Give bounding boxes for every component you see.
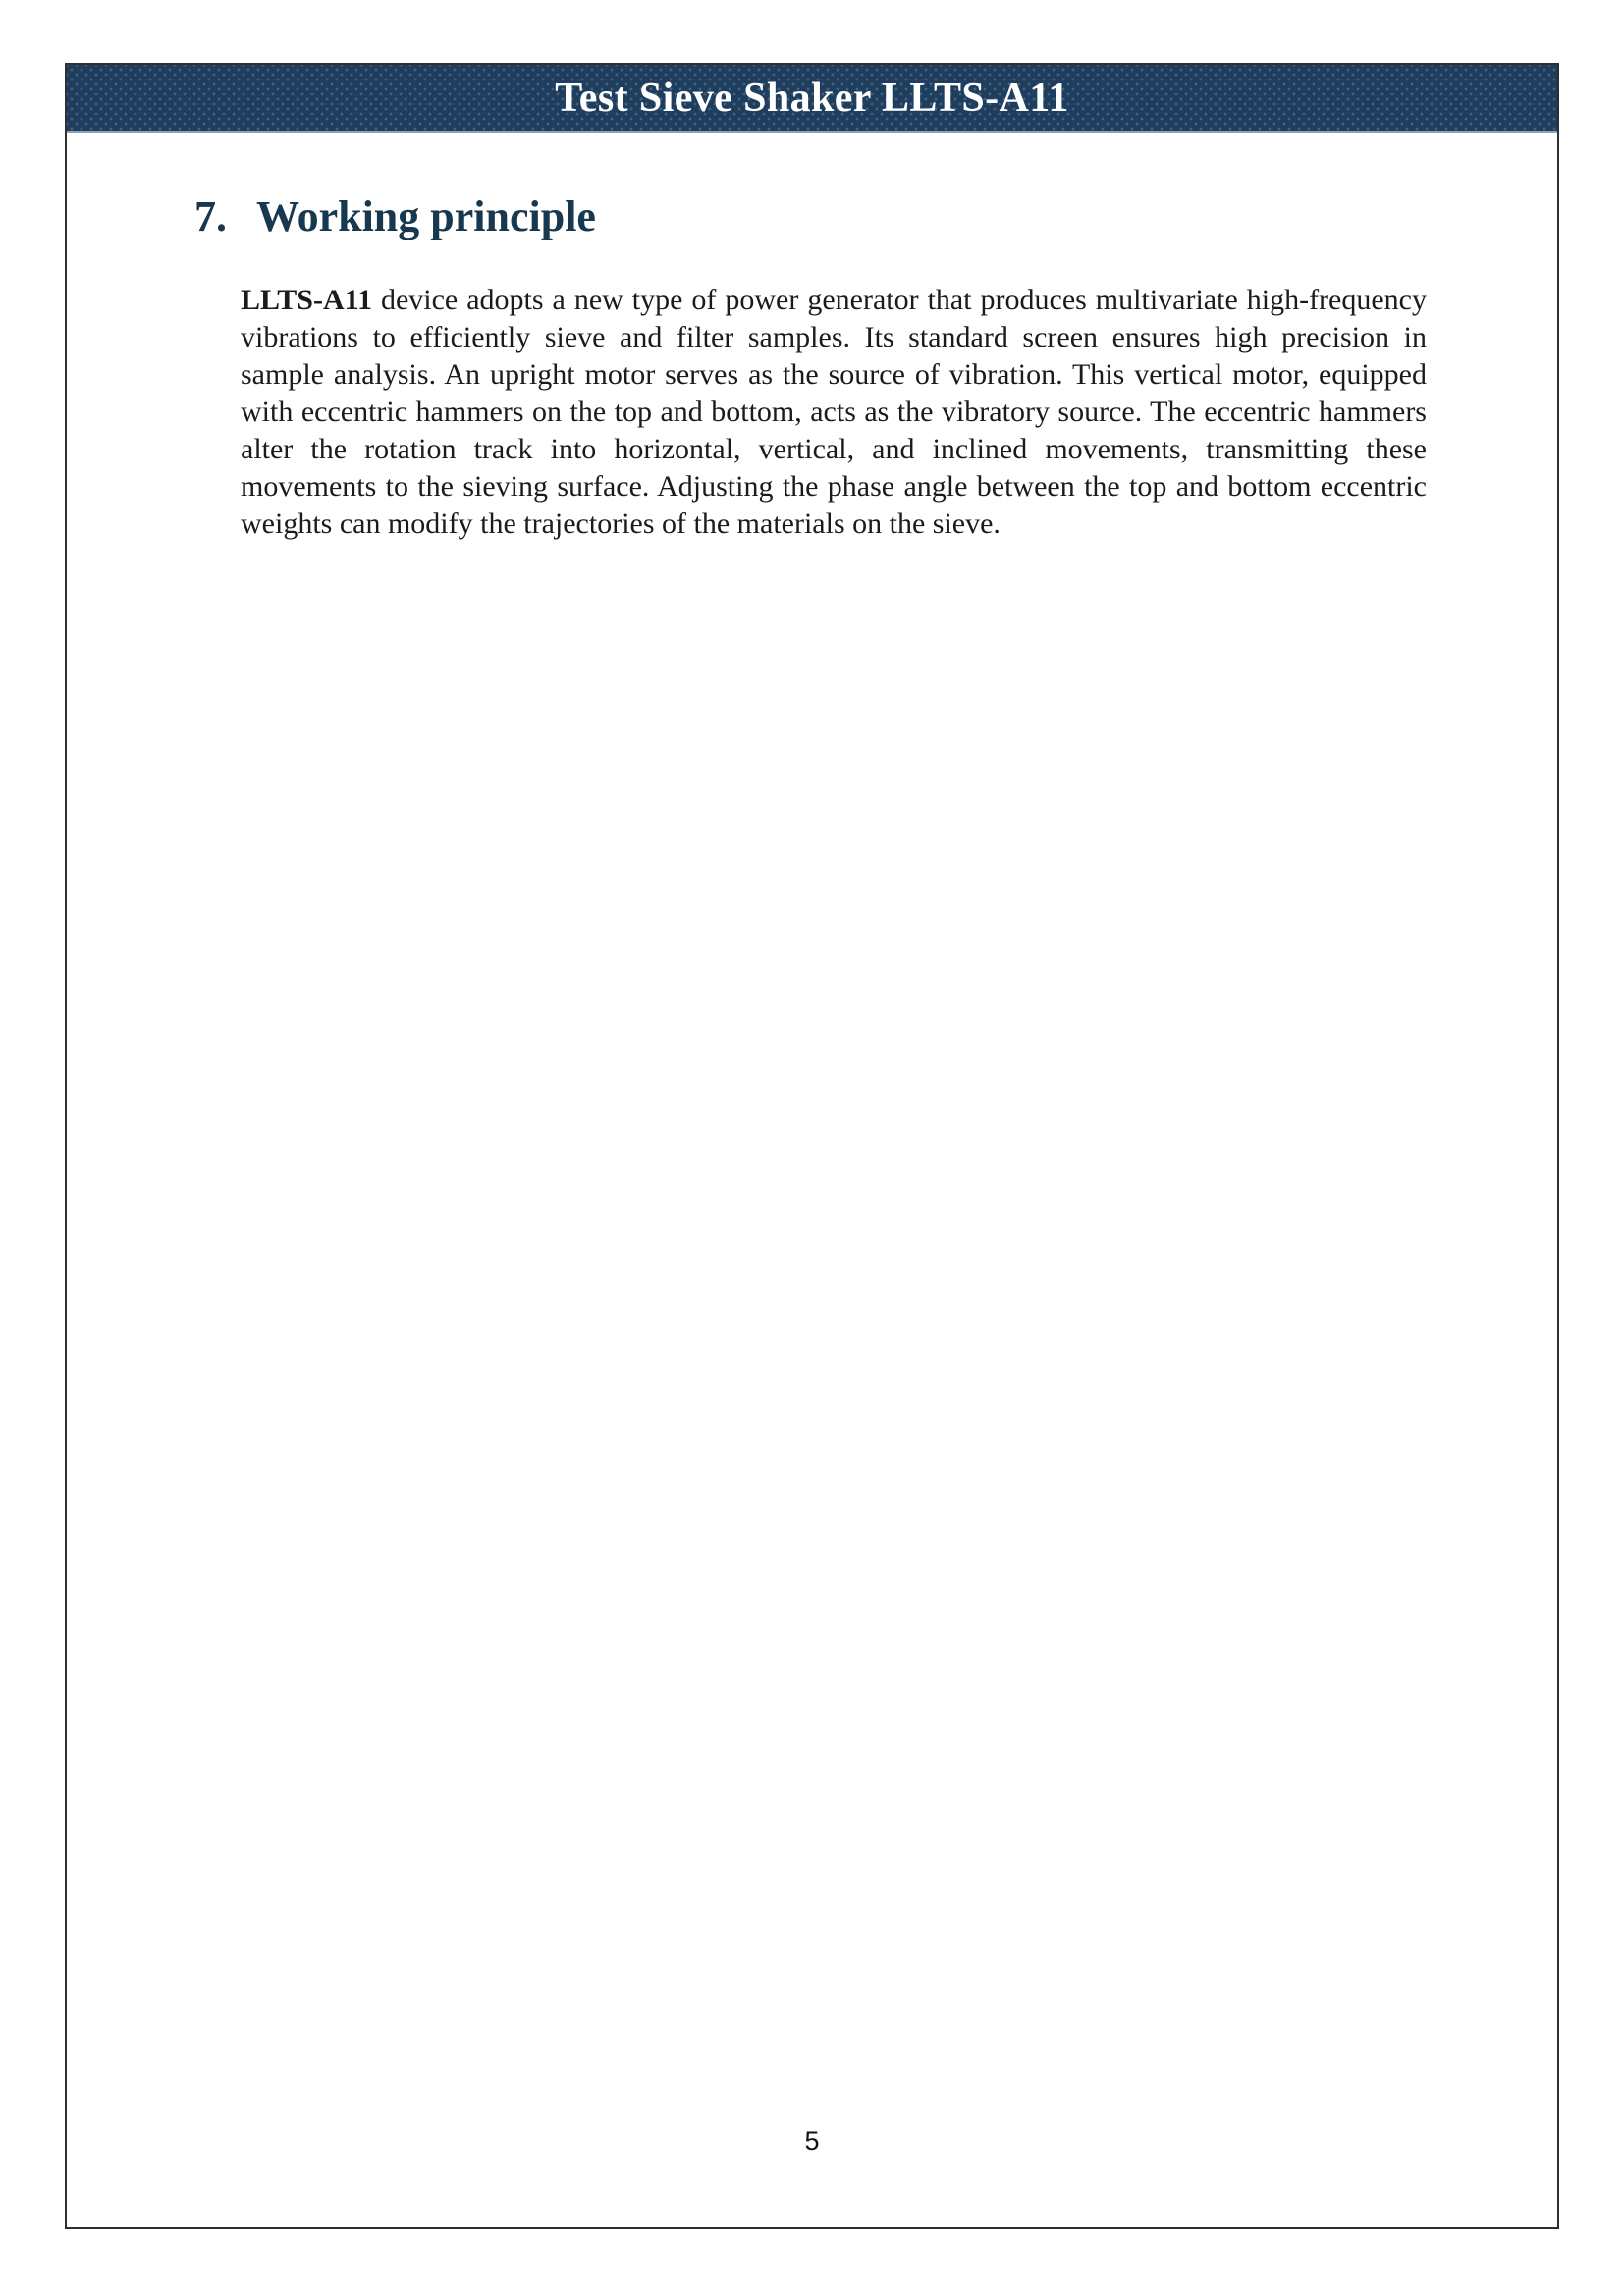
document-title: Test Sieve Shaker LLTS-A11 <box>555 75 1069 121</box>
page-content <box>67 192 1557 543</box>
working-principle-paragraph <box>241 282 1427 543</box>
section-heading <box>194 192 1557 242</box>
section-number: 7. <box>194 192 227 240</box>
header-bar <box>67 65 1557 133</box>
model-name: LLTS-A11 <box>241 283 372 316</box>
page-frame <box>65 63 1559 2229</box>
page-number: 5 <box>804 2126 820 2156</box>
paragraph-text: device adopts a new type of power generator that produces multivariate high-frequency vibrations to efficiently sieve and filter samples. Its standard screen ensures high precision in sample analysis. An upright motor serves as the source of vibration. This vertical motor, equipped with eccentric hammers on the top and bottom, acts as the vibratory source. The eccentric hammers alter the rotation track into horizontal, vertical, and inclined movements, transmitting these movements to the sieving surface. Adjusting the phase angle between the top and bottom eccentric weights can modify the trajectories of the materials on the sieve. <box>241 283 1427 540</box>
section-title: Working principle <box>256 192 596 240</box>
